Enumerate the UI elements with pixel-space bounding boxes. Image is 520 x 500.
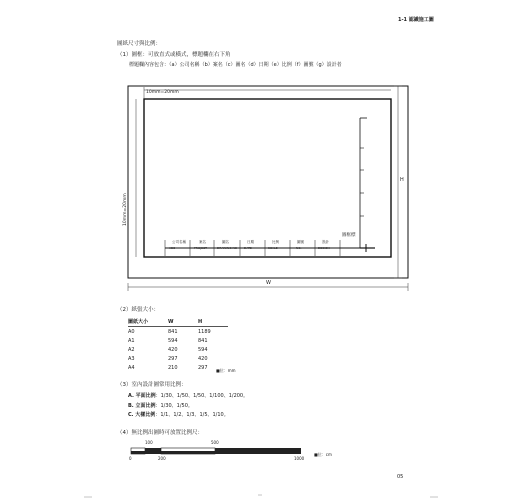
item1-title: （1）圖框：可放直式或橫式，標題欄在右下角 <box>117 52 231 58</box>
unit-note-cm: ■位：cm <box>314 452 332 457</box>
scale-row-value: ：1/30、1/50。 <box>155 403 193 409</box>
height-label: H <box>400 177 404 183</box>
table-cell: 1189 <box>198 328 211 335</box>
table-cell: A0 <box>128 328 135 335</box>
scale-row-value: ：1/30、1/50、1/50、1/100、1/200。 <box>155 393 249 399</box>
scale-row-label: B. 立面比例 <box>128 403 156 409</box>
table-header: W <box>168 317 198 327</box>
table-cell: A3 <box>128 355 135 362</box>
scale-tick-label: 1000 <box>294 456 305 461</box>
title-block-label: 圖框標 <box>342 233 356 238</box>
table-header: 圖紙大小 <box>128 317 168 327</box>
tb-cell-sub: DESIGN <box>318 246 330 250</box>
scale-row-value: ：1/1、1/2、1/3、1/5、1/10。 <box>155 412 229 418</box>
item4-title: （4）無比例出圖時可放置比例尺： <box>117 430 204 436</box>
table-cell: A4 <box>128 364 135 371</box>
unit-note-mm: ■位：mm <box>216 368 236 373</box>
tb-cell-sub: DRAWING NO <box>217 246 238 250</box>
tb-cell-title: 日期 <box>247 240 254 244</box>
tb-cell-title: 比例 <box>272 240 279 244</box>
tb-cell-title: 圖名 <box>222 240 229 244</box>
tb-cell-sub: SCALE <box>268 246 278 250</box>
table-cell: 594 <box>168 337 178 344</box>
item2-title: （2）紙張大小： <box>117 307 159 313</box>
section-header: 1-1 認識施工圖 <box>398 17 434 23</box>
page-number: 05 <box>397 474 404 480</box>
scale-tick-label: 200 <box>158 456 166 461</box>
table-cell: 841 <box>198 337 208 344</box>
table-cell: 841 <box>168 328 178 335</box>
table-cell: 420 <box>198 355 208 362</box>
tb-cell-sub: DATE <box>244 246 252 250</box>
tb-cell-title: 案名 <box>199 240 206 244</box>
tb-cell-title: 圖號 <box>297 240 304 244</box>
table-cell: 297 <box>198 364 208 371</box>
scale-row-label: C. 大樣比例 <box>128 412 156 418</box>
table-cell: 297 <box>168 355 178 362</box>
tb-cell-title: 公司名稱 <box>172 240 186 244</box>
tb-cell-sub: ABC <box>169 246 176 250</box>
scale-row-label: A. 平面比例 <box>128 393 156 399</box>
scale-tick-label: 500 <box>211 440 219 445</box>
intro-text: 圖紙尺寸與比例： <box>117 41 162 47</box>
scale-tick-label: 100 <box>145 440 153 445</box>
scale-tick-label: 0 <box>129 456 132 461</box>
item1-line: 標題欄內容包含：（a）公司名稱（b）案名（c）圖名（d）日期（e）比例（f）圖號（g）設計者 <box>129 62 342 68</box>
tb-cell-sub: PROJECT <box>194 246 207 250</box>
tb-cell-sub: NO. <box>296 246 302 250</box>
table-cell: A2 <box>128 346 135 353</box>
table-cell: A1 <box>128 337 135 344</box>
margin-label: 10mm=20mm <box>146 90 179 95</box>
table-cell: 210 <box>168 364 178 371</box>
tb-cell-title: 設計 <box>322 240 329 244</box>
width-label: W <box>266 280 271 286</box>
table-cell: 420 <box>168 346 178 353</box>
table-header: H <box>198 317 228 327</box>
side-margin-label: 10mm=20mm <box>123 193 128 226</box>
table-cell: 594 <box>198 346 208 353</box>
item3-title: （3）室內設計圖常用比例： <box>117 382 187 388</box>
